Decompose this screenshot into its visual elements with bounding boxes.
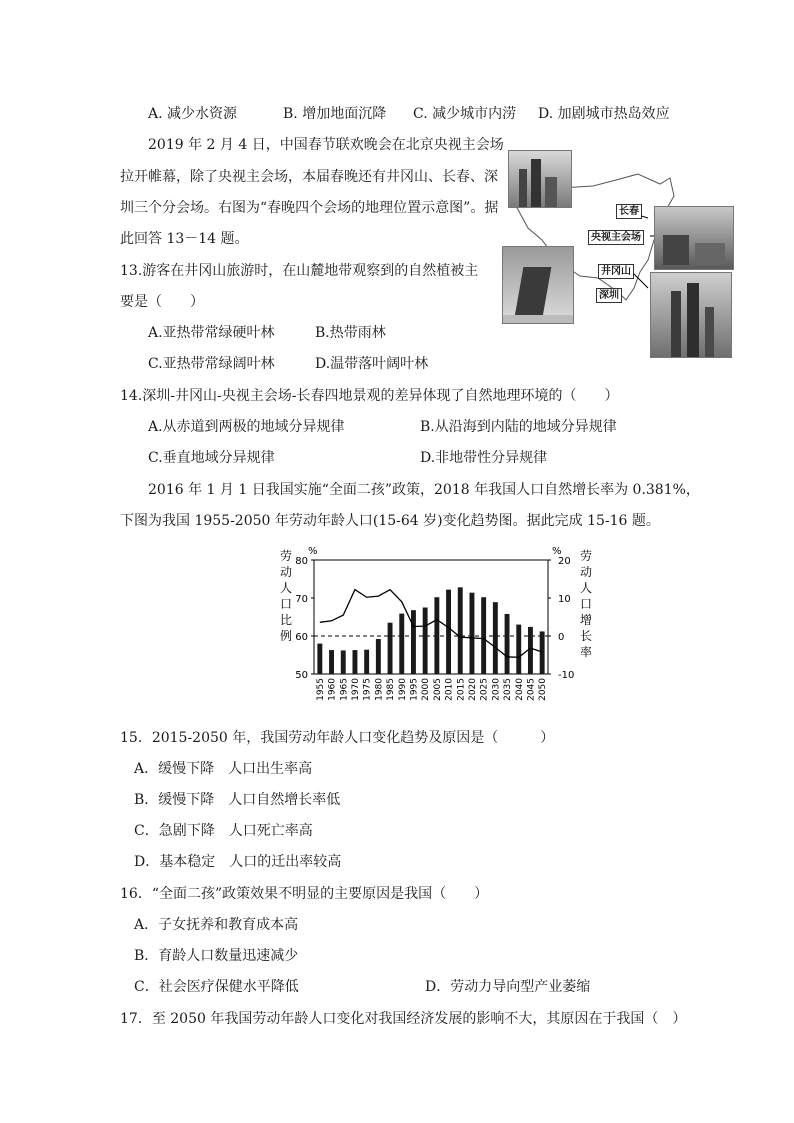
axis-label-char: 口 xyxy=(579,597,593,611)
ratio-bar-1960 xyxy=(329,650,334,674)
q15-stem: 15．2015-2050 年，我国劳动年龄人口变化趋势及原因是（ ） xyxy=(120,730,555,746)
x-tick-label-2045: 2045 xyxy=(526,678,537,701)
x-tick-label-2015: 2015 xyxy=(456,678,467,701)
ratio-bar-2045 xyxy=(528,627,533,674)
right-tick-neg10: -10 xyxy=(558,670,575,681)
left-tick-60: 60 xyxy=(295,632,308,643)
x-tick-label-1965: 1965 xyxy=(339,678,350,701)
q15-option-d: D．基本稳定 人口的迁出率较高 xyxy=(134,854,342,870)
x-tick-label-2035: 2035 xyxy=(503,678,514,701)
intro-13-14-line2: 拉开帷幕，除了央视主会场，本届春晚还有井冈山、长春、深 xyxy=(120,169,498,185)
x-tick-label-1990: 1990 xyxy=(397,678,408,701)
x-tick-label-1995: 1995 xyxy=(409,678,420,701)
q12-option-a: A. 减少水资源 xyxy=(148,106,238,122)
skyline-photo-top-left xyxy=(508,150,572,208)
map-label-shenzhen: 深圳 xyxy=(596,288,622,303)
axis-label-char: 人 xyxy=(279,581,293,595)
ratio-bar-2015 xyxy=(458,587,463,674)
x-tick-label-1955: 1955 xyxy=(315,678,326,701)
ratio-bar-2035 xyxy=(505,614,510,674)
x-tick-label-2010: 2010 xyxy=(444,678,455,701)
axis-label-char: 动 xyxy=(279,565,293,579)
x-tick-label-1980: 1980 xyxy=(374,678,385,701)
monument-photo-jinggangshan xyxy=(502,246,574,324)
skyline-photo-shenzhen xyxy=(650,272,732,358)
x-tick-label-1960: 1960 xyxy=(327,678,338,701)
right-unit: % xyxy=(552,546,562,557)
map-label-main-venue: 央视主会场 xyxy=(588,230,644,245)
intro-13-14-line4: 此回答 13－14 题。 xyxy=(120,231,249,247)
ratio-bar-2000 xyxy=(423,608,428,675)
q15-option-c: C．急剧下降 人口死亡率高 xyxy=(134,823,313,839)
q12-option-b: B. 增加地面沉降 xyxy=(283,106,387,122)
axis-label-char: 口 xyxy=(279,597,293,611)
intro-13-14-line1: 2019 年 2 月 4 日，中国春节联欢晚会在北京央视主会场 xyxy=(148,137,504,153)
ratio-bar-1995 xyxy=(411,610,416,674)
ratio-bar-2025 xyxy=(481,597,486,674)
ratio-bar-1990 xyxy=(399,614,404,674)
axis-label-char: 动 xyxy=(579,565,593,579)
q14-option-b: B.从沿海到内陆的地域分异规律 xyxy=(420,419,617,435)
q16-option-a: A．子女抚养和教育成本高 xyxy=(134,917,299,933)
ratio-bar-2030 xyxy=(493,602,498,674)
q15-option-b: B．缓慢下降 人口自然增长率低 xyxy=(134,792,341,808)
map-label-jinggangshan: 井冈山 xyxy=(598,264,634,279)
q13-option-b: B.热带雨林 xyxy=(315,325,386,341)
q16-option-d: D．劳动力导向型产业萎缩 xyxy=(425,979,591,995)
ratio-bar-2040 xyxy=(516,625,521,674)
ratio-bar-1970 xyxy=(352,650,357,674)
q16-option-b: B．育龄人口数量迅速减少 xyxy=(134,948,299,964)
axis-label-char: 劳 xyxy=(279,549,293,563)
ratio-bar-1985 xyxy=(388,623,393,674)
q13-stem-line1: 13.游客在井冈山旅游时，在山麓地带观察到的自然植被主 xyxy=(120,263,479,279)
ratio-bar-2005 xyxy=(434,597,439,674)
ratio-bar-2020 xyxy=(469,593,474,674)
x-tick-label-2000: 2000 xyxy=(421,678,432,701)
right-tick-0: 0 xyxy=(558,632,565,643)
x-tick-label-2050: 2050 xyxy=(538,678,549,701)
axis-label-char: 比 xyxy=(279,613,293,627)
right-axis-label xyxy=(580,548,592,659)
x-tick-label-1985: 1985 xyxy=(386,678,397,701)
ratio-bar-2010 xyxy=(446,590,451,674)
q14-option-a: A.从赤道到两极的地域分异规律 xyxy=(148,419,345,435)
axis-label-char: 长 xyxy=(579,629,593,643)
axis-label-char: 例 xyxy=(279,629,293,643)
city-photo-beijing xyxy=(654,206,734,270)
right-tick-20: 20 xyxy=(558,556,571,567)
venue-map-figure xyxy=(498,148,734,358)
ratio-bar-1980 xyxy=(376,639,381,674)
axis-label-char: 增 xyxy=(579,613,593,627)
axis-label-char: 率 xyxy=(579,645,593,659)
left-axis-label xyxy=(280,548,292,643)
x-tick-label-2040: 2040 xyxy=(514,678,525,701)
left-tick-80: 80 xyxy=(295,556,308,567)
left-tick-70: 70 xyxy=(295,594,308,605)
ratio-bar-1955 xyxy=(317,644,322,674)
q14-option-d: D.非地带性分异规律 xyxy=(420,450,548,466)
ratio-bar-2050 xyxy=(540,631,545,674)
q17-stem: 17．至 2050 年我国劳动年龄人口变化对我国经济发展的影响不大，其原因在于我国（ ） xyxy=(120,1011,687,1027)
q12-option-c: C. 减少城市内涝 xyxy=(413,106,517,122)
q15-option-a: A．缓慢下降 人口出生率高 xyxy=(134,761,313,777)
map-label-changchun: 长春 xyxy=(616,204,642,219)
q13-option-a: A.亚热带常绿硬叶林 xyxy=(148,325,275,341)
x-tick-label-2005: 2005 xyxy=(432,678,443,701)
intro-15-16-line2: 下图为我国 1955-2050 年劳动年龄人口(15-64 岁)变化趋势图。据此完成 15-16 题。 xyxy=(120,513,660,529)
q16-stem: 16．“全面二孩”政策效果不明显的主要原因是我国（ ） xyxy=(120,886,489,902)
axis-label-char: 劳 xyxy=(579,549,593,563)
axis-label-char: 人 xyxy=(579,581,593,595)
x-tick-label-2025: 2025 xyxy=(479,678,490,701)
ratio-bar-1975 xyxy=(364,650,369,674)
q13-option-d: D.温带落叶阔叶林 xyxy=(315,356,429,372)
left-unit: % xyxy=(308,546,318,557)
intro-15-16-line1: 2016 年 1 月 1 日我国实施“全面二孩”政策，2018 年我国人口自然增长率为 0.381%， xyxy=(148,482,700,498)
left-tick-50: 50 xyxy=(295,670,308,681)
x-tick-label-1970: 1970 xyxy=(350,678,361,701)
q12-option-d: D. 加剧城市热岛效应 xyxy=(538,106,670,122)
q14-stem: 14.深圳-井冈山-央视主会场-长春四地景观的差异体现了自然地理环境的（ ） xyxy=(120,388,619,404)
q13-option-c: C.亚热带常绿阔叶林 xyxy=(148,356,275,372)
x-tick-label-1975: 1975 xyxy=(362,678,373,701)
q14-option-c: C.垂直地域分异规律 xyxy=(148,450,275,466)
labor-population-chart xyxy=(272,538,612,718)
x-tick-label-2020: 2020 xyxy=(467,678,478,701)
intro-13-14-line3: 圳三个分会场。右图为“春晚四个会场的地理位置示意图”。据 xyxy=(120,200,499,216)
x-tick-label-2030: 2030 xyxy=(491,678,502,701)
q13-stem-line2: 要是（ ） xyxy=(120,294,204,310)
right-tick-10: 10 xyxy=(558,594,571,605)
q16-option-c: C．社会医疗保健水平降低 xyxy=(134,979,299,995)
ratio-bar-1965 xyxy=(341,650,346,674)
